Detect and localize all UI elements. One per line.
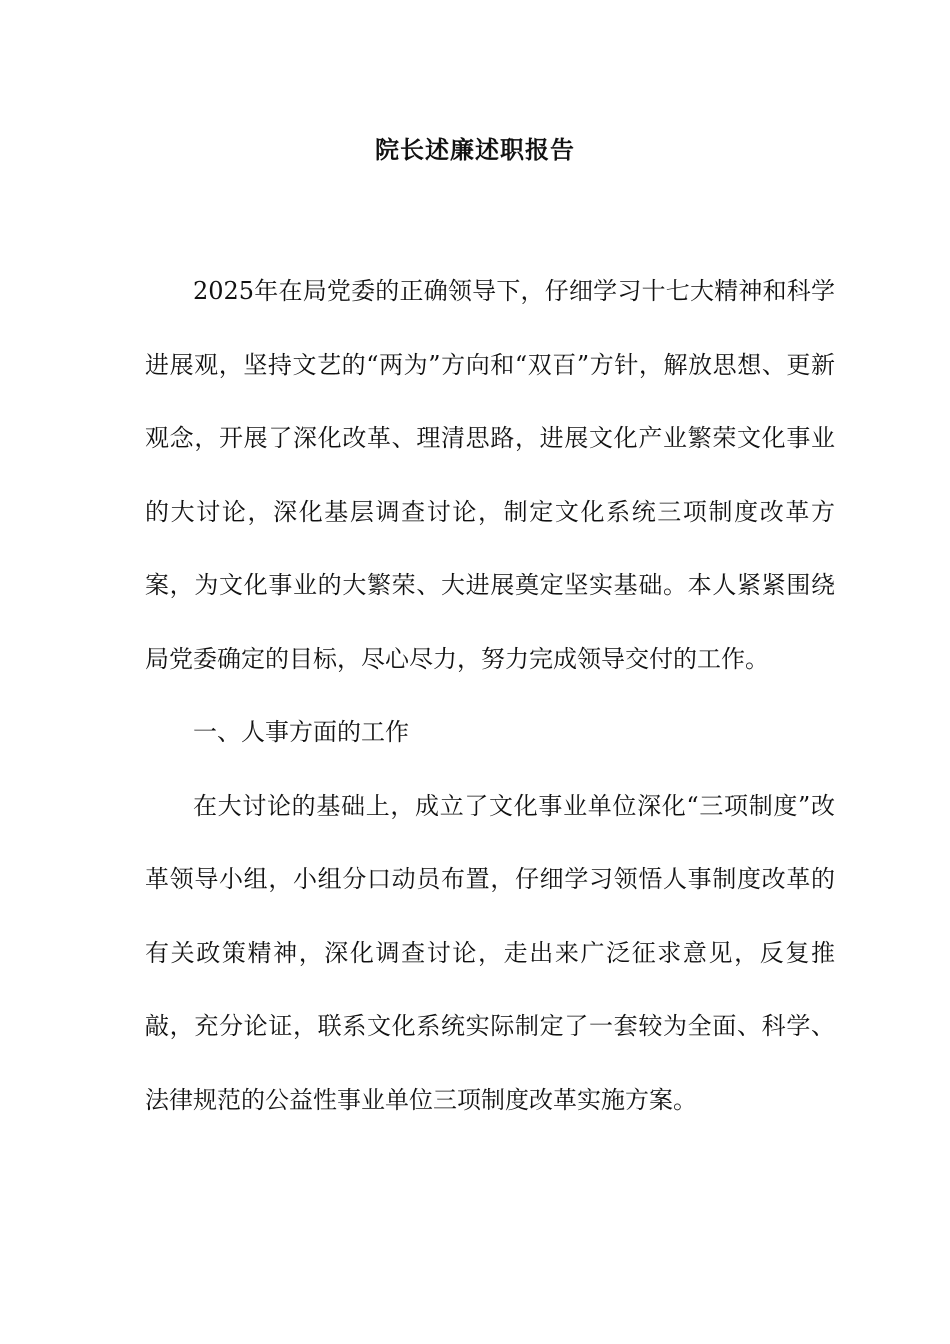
section-heading-personnel: 一、人事方面的工作 (193, 718, 409, 746)
paragraph-intro: 2025年在局党委的正确领导下，仔细学习十七大精神和科学进展观，坚持文艺的“两为”方向和“双百”方针，解放思想、更新观念，开展了深化改革、理清思路，进展文化产业繁荣文化事业的大讨论，深化基层调查讨论，制定文化系统三项制度改革方案，为文化事业的大繁荣、大进展奠定坚实基础。本人紧紧围绕局党委确定的目标，尽心尽力，努力完成领导交付的工作。 (145, 277, 835, 673)
paragraph-personnel-reform: 在大讨论的基础上，成立了文化事业单位深化“三项制度”改革领导小组，小组分口动员布置，仔细学习领悟人事制度改革的有关政策精神，深化调查讨论，走出来广泛征求意见，反复推敲，充分论证，联系文化系统实际制定了一套较为全面、科学、法律规范的公益性事业单位三项制度改革实施方案。 (145, 791, 835, 1114)
document-title: 院长述廉述职报告 (375, 135, 575, 164)
document-body (145, 255, 835, 1137)
